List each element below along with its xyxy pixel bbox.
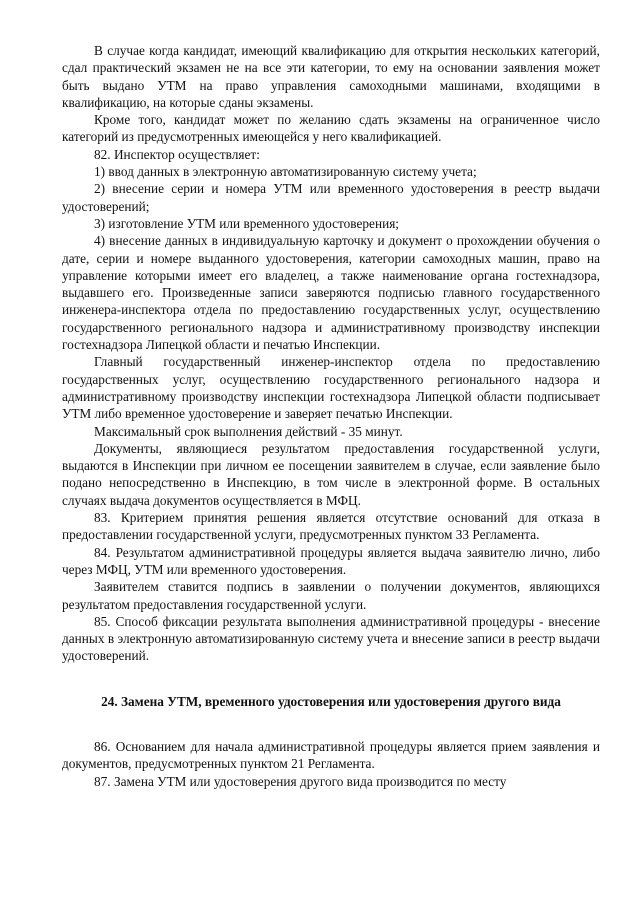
paragraph: 4) внесение данных в индивидуальную карточку и документ о прохождении обучения о дате, серии и номере выданного удостоверения, категории самоходных машин, право на управление которыми имеет его владелец, а также наименование органа гостехнадзора, выдавшего его. Произведенные записи заверяются подписью главного государственного инженера-инспектора отдела по предоставлению государственных услуг, осуществлению государственного регионального надзора и административному производству инспекции гостехнадзора Липецкой области и печатью Инспекции. — [62, 233, 600, 353]
paragraph: 3) изготовление УТМ или временного удостоверения; — [94, 215, 400, 231]
paragraph: 2) внесение серии и номера УТМ или временного удостоверения в реестр выдачи удостоверений; — [62, 181, 600, 214]
paragraph: Документы, являющиеся результатом предоставления государственной услуги, выдаются в Инспекции при личном ее посещении заявителем в случае, если заявление было подано непосредственно в Инспекцию, в том числе в электронной форме. В остальных случаях выдача документов осуществляется в МФЦ. — [62, 440, 600, 508]
paragraph: 87. Замена УТМ или удостоверения другого вида производится по месту — [94, 773, 507, 789]
paragraph: 83. Критерием принятия решения является отсутствие оснований для отказа в предоставлении государственной услуги, предусмотренных пунктом 33 Регламента. — [62, 510, 600, 543]
paragraph: Максимальный срок выполнения действий - 35 минут. — [94, 423, 403, 439]
paragraph: 84. Результатом административной процедуры является выдача заявителю лично, либо через МФЦ, УТМ или временного удостоверения. — [62, 544, 600, 577]
section-heading: 24. Замена УТМ, временного удостоверения или удостоверения другого вида — [101, 693, 561, 709]
paragraph: Кроме того, кандидат может по желанию сдать экзамены на ограниченное число категорий из предусмотренных имеющейся у него квалификацией. — [62, 112, 600, 145]
document-page — [62, 42, 600, 790]
paragraph: Главный государственный инженер-инспектор отдела по предоставлению государственных услуг, осуществлению государственного регионального надзора и административному производству инспекции гостехнадзора Липецкой области подписывает УТМ либо временное удостоверение и заверяет печатью Инспекции. — [62, 354, 600, 422]
paragraph: Заявителем ставится подпись в заявлении о получении документов, являющихся результатом предоставления государственной услуги. — [62, 579, 600, 612]
paragraph: 86. Основанием для начала административной процедуры является прием заявления и документов, предусмотренных пунктом 21 Регламента. — [62, 738, 600, 772]
paragraph: 82. Инспектор осуществляет: — [94, 146, 260, 162]
paragraph: 1) ввод данных в электронную автоматизированную систему учета; — [94, 164, 477, 180]
paragraph: 85. Способ фиксации результата выполнения административной процедуры - внесение данных в электронную автоматизированную систему учета и внесение записи в реестр выдачи удостоверений. — [62, 613, 600, 664]
paragraph: В случае когда кандидат, имеющий квалификацию для открытия нескольких категорий, сдал практический экзамен не на все эти категории, то ему на основании заявления может быть выдано УТМ на право управления самоходными машинами, входящими в квалификацию, на которые сданы экзамены. — [62, 43, 600, 110]
